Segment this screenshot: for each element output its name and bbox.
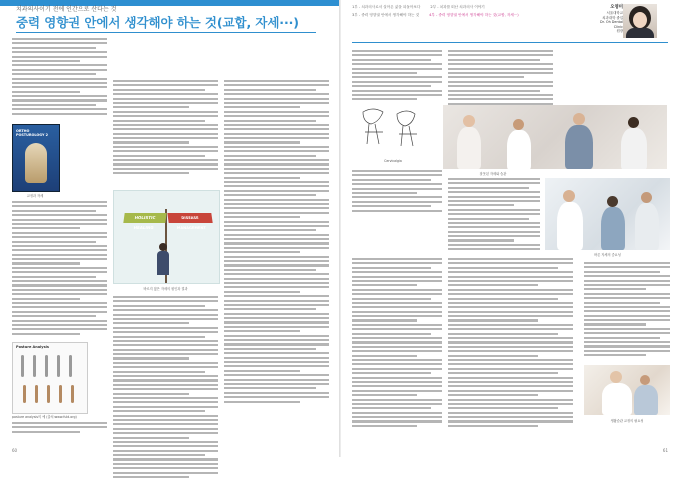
posture-analysis-image [12,342,88,414]
left-col-1-mid [12,201,107,337]
series-part-4-current: 4부 - 중력 영향권 안에서 생각해야 하는 것(교합, 자세···) [429,13,519,17]
holistic-sign: HOLISTIC HEALING [123,213,166,223]
holistic-healing-image [113,190,220,284]
author-line4: 원장 [616,29,623,34]
right-col-1-mid [352,170,442,214]
lifestyle-photo [584,365,670,415]
photo3-caption: 생활습관 교정의 필요성 [610,419,644,423]
series-part-2: 2부 - 치과를 떠난 치과의사 이야기 [430,5,485,9]
right-col-2-mid [448,178,540,253]
series-header [352,5,592,21]
consultation-photo [545,178,670,250]
posture-photo [443,105,667,169]
author-line2: 치과대학 졸업 [602,15,623,20]
book-title-line1: ORTHO [16,129,30,133]
left-col-1-bottom [12,422,107,435]
cervicalgia-caption: Cervicalgia [384,159,402,163]
author-line3: Dr. Oh Dental Clinic [600,20,623,29]
person-figure-icon [154,243,172,283]
book-cover-caption: 교정과 자세 [26,194,44,198]
page-number-right: 61 [662,448,668,453]
right-col-1-top [352,50,442,103]
title-divider [16,32,316,33]
disease-sign: DISEASE MANAGEMENT [167,213,212,223]
holistic-caption: 바르지 않은 자세의 원인과 결과 [143,287,188,291]
cervicalgia-sketch [353,104,433,158]
author-info [597,5,623,34]
book-title-line2: POSTUROLOGY 2 [16,133,48,138]
posture-caption: posture analysis의 예 (출처:www.fuld.org) [12,415,77,419]
photo1-caption: 잘못된 자세와 습관 [479,172,507,176]
author-name: 오영미 [610,5,623,10]
left-col-2-bottom [113,296,218,480]
skeleton-figure-icon [25,143,47,183]
right-title-divider [352,42,668,43]
article-title: 중력 영향권 안에서 생각해야 하는 것(교합, 자세···) [16,15,299,30]
left-col-3 [224,80,329,405]
series-part-3: 3부 - 중력 영향권 안에서 생각해야 하는 것 [352,13,420,17]
right-col-2-bottom [448,258,573,429]
left-col-1-top [12,38,107,117]
author-photo [623,4,657,38]
article-kicker: 치과의사이기 전에 인간으로 산다는 것 [16,6,117,13]
left-col-2-top [113,80,218,177]
series-part-1: 1부 - 치과의사로서 살아온 삶을 되돌아보다 [352,5,421,9]
right-col-3 [584,262,670,359]
book-cover-image [12,124,60,192]
right-col-1-bottom [352,258,442,429]
posture-label: Posture Analysis [16,345,49,349]
photo2-caption: 바른 자세의 중요성 [594,253,621,257]
page-number-left: 60 [12,448,18,453]
author-line1: 서울대학교 [606,10,623,15]
